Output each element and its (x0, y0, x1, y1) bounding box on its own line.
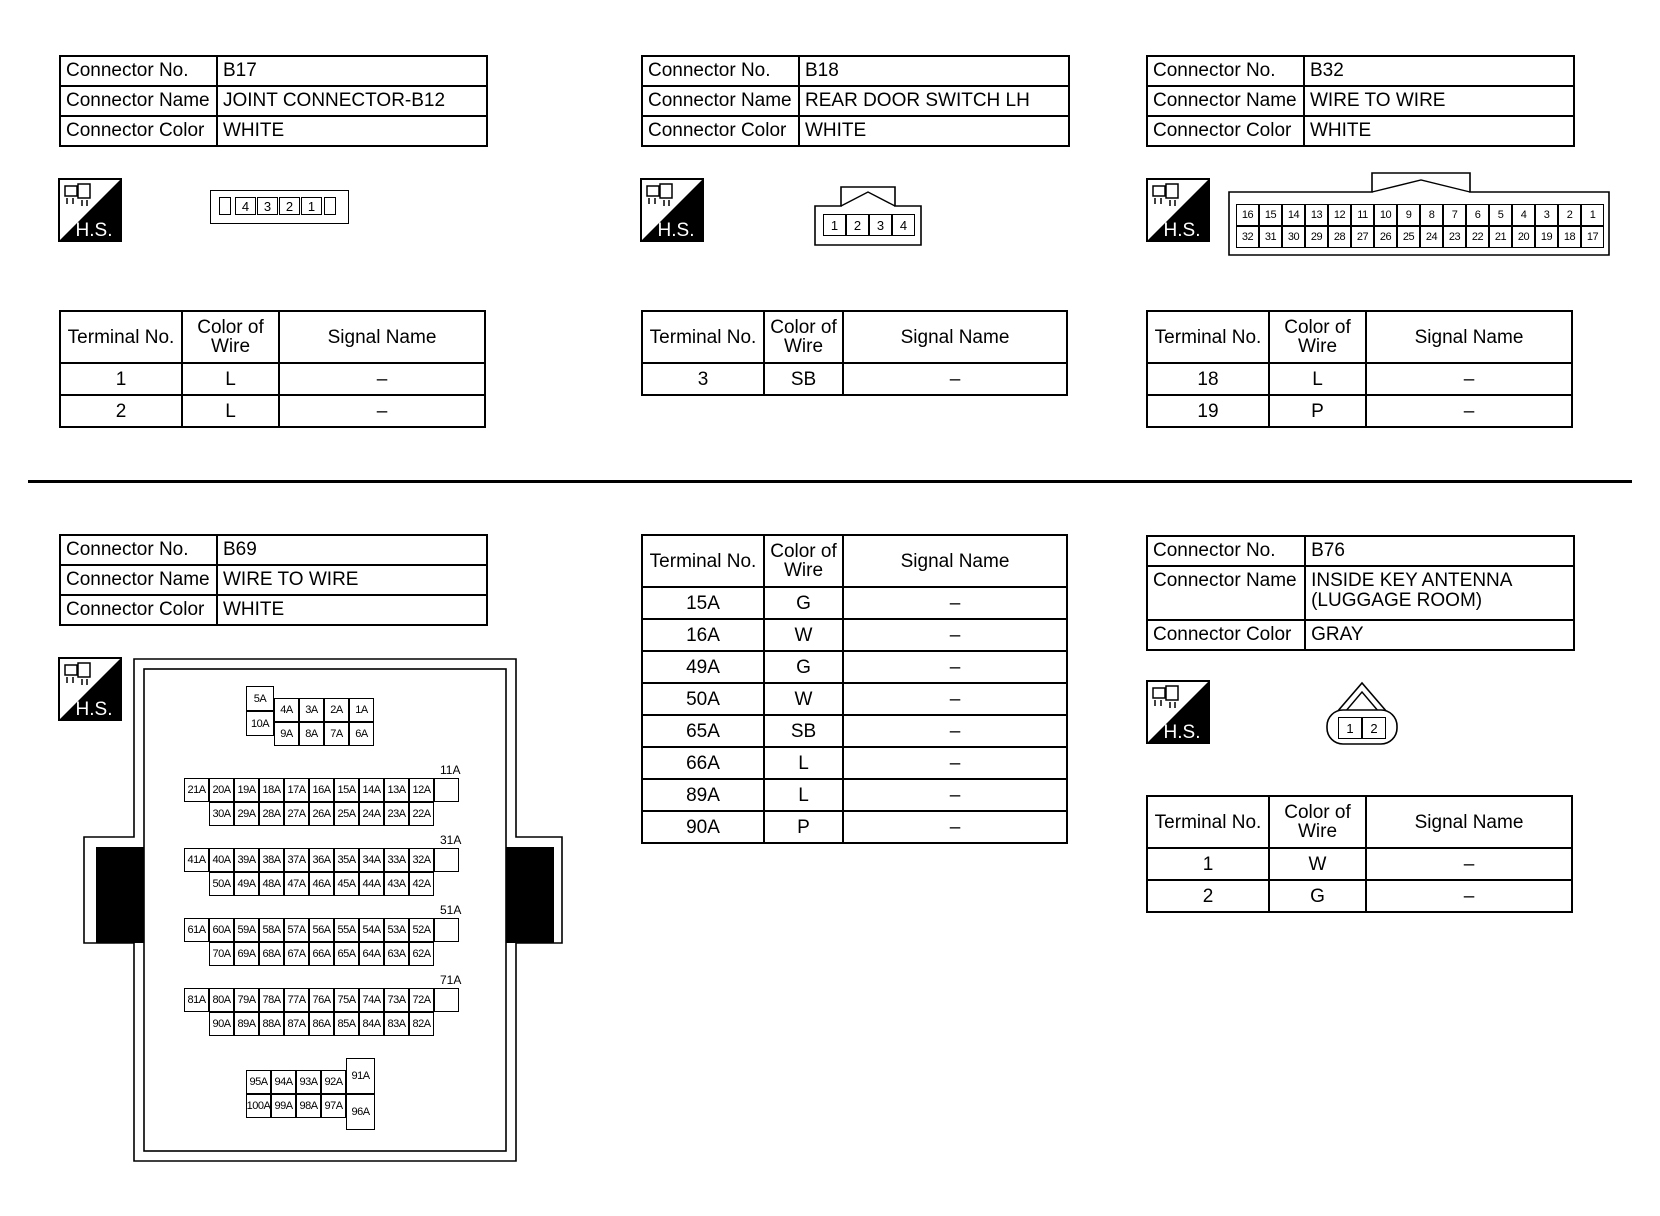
wire-color-cell: W (764, 683, 843, 715)
signal-name-cell: – (843, 779, 1067, 811)
terminal-pin: 82A (409, 1012, 434, 1036)
terminal-pin: 40A (209, 848, 234, 872)
terminal-pin: 17 (1581, 226, 1604, 248)
terminal-pin: 32 (1236, 226, 1259, 248)
table-row (1147, 880, 1572, 912)
terminal-no-cell: 2 (1147, 880, 1269, 912)
terminal-pin: 25 (1397, 226, 1420, 248)
terminal-pin: 90A (209, 1012, 234, 1036)
terminal-pin: 69A (234, 942, 259, 966)
header-color-of-wire: Color of Wire (1269, 311, 1366, 363)
label-connector-name: Connector Name (60, 86, 217, 116)
wire-color-cell: L (182, 395, 279, 427)
terminal-pin: 5 (1489, 204, 1512, 226)
terminal-pin: 18 (1558, 226, 1581, 248)
label-connector-no: Connector No. (60, 535, 217, 565)
terminal-pin: 3 (1535, 204, 1558, 226)
label-connector-color: Connector Color (642, 116, 799, 146)
label-connector-name: Connector Name (1147, 566, 1305, 620)
terminal-table-b17 (59, 310, 486, 428)
terminal-pin: 53A (384, 918, 409, 942)
terminal-pin: 31 (1259, 226, 1282, 248)
signal-name-cell: – (1366, 848, 1572, 880)
terminal-pin: 3 (869, 214, 892, 236)
pin-group-label: 51A (440, 903, 462, 917)
terminal-pin: 46A (309, 872, 334, 896)
harness-side-icon (1146, 680, 1210, 744)
terminal-pin: 2A (324, 698, 349, 722)
terminal-no-cell: 1 (1147, 848, 1269, 880)
terminal-pin: 18A (259, 778, 284, 802)
terminal-pin: 21 (1489, 226, 1512, 248)
terminal-pin: 58A (259, 918, 284, 942)
table-row (1147, 395, 1572, 427)
terminal-pin: 99A (271, 1094, 296, 1118)
terminal-pin: 19 (1535, 226, 1558, 248)
terminal-pin: 79A (234, 988, 259, 1012)
terminal-pin: 85A (334, 1012, 359, 1036)
terminal-pin: 16A (309, 778, 334, 802)
terminal-pin: 62A (409, 942, 434, 966)
terminal-pin (434, 918, 459, 942)
terminal-pin (324, 197, 336, 215)
signal-name-cell: – (1366, 395, 1572, 427)
terminal-pin: 20A (209, 778, 234, 802)
connector-info-b18 (641, 55, 1070, 147)
terminal-pin: 15 (1259, 204, 1282, 226)
terminal-pin (434, 778, 459, 802)
terminal-pin: 89A (234, 1012, 259, 1036)
terminal-pin: 27 (1351, 226, 1374, 248)
terminal-pin: 81A (184, 988, 209, 1012)
wire-color-cell: G (1269, 880, 1366, 912)
connector-info-b32 (1146, 55, 1575, 147)
header-color-of-wire: Color of Wire (764, 311, 843, 363)
header-signal-name: Signal Name (843, 311, 1067, 363)
wire-color-cell: W (764, 619, 843, 651)
table-row (642, 811, 1067, 843)
terminal-pin: 84A (359, 1012, 384, 1036)
connector-info-b69 (59, 534, 488, 626)
terminal-pin: 22 (1466, 226, 1489, 248)
terminal-pin: 10A (246, 711, 274, 736)
terminal-pin: 70A (209, 942, 234, 966)
label-connector-no: Connector No. (1147, 56, 1304, 86)
label-connector-no: Connector No. (60, 56, 217, 86)
harness-side-icon (58, 178, 122, 242)
terminal-pin: 16 (1236, 204, 1259, 226)
terminal-no-cell: 19 (1147, 395, 1269, 427)
terminal-pin: 44A (359, 872, 384, 896)
table-row (1147, 363, 1572, 395)
wire-color-cell: G (764, 651, 843, 683)
header-signal-name: Signal Name (279, 311, 485, 363)
terminal-pin: 83A (384, 1012, 409, 1036)
terminal-pin: 49A (234, 872, 259, 896)
wire-color-cell: L (182, 363, 279, 395)
terminal-pin: 3A (299, 698, 324, 722)
terminal-pin: 27A (284, 802, 309, 826)
terminal-pin: 2 (1362, 717, 1386, 739)
terminal-pin: 74A (359, 988, 384, 1012)
terminal-pin: 56A (309, 918, 334, 942)
terminal-no-cell: 1 (60, 363, 182, 395)
label-connector-name: Connector Name (642, 86, 799, 116)
terminal-pin: 29 (1305, 226, 1328, 248)
connector-no-value: B76 (1305, 536, 1574, 566)
terminal-pin: 42A (409, 872, 434, 896)
terminal-pin: 65A (334, 942, 359, 966)
terminal-no-cell: 89A (642, 779, 764, 811)
connector-color-value: WHITE (217, 116, 487, 146)
pin-group-label: 71A (440, 973, 462, 987)
harness-side-icon (640, 178, 704, 242)
table-row (60, 395, 485, 427)
terminal-pin: 2 (279, 197, 300, 215)
terminal-pin: 7 (1443, 204, 1466, 226)
connector-name-value: WIRE TO WIRE (1304, 86, 1574, 116)
terminal-pin: 76A (309, 988, 334, 1012)
terminal-pin: 52A (409, 918, 434, 942)
table-row (642, 747, 1067, 779)
terminal-no-cell: 16A (642, 619, 764, 651)
terminal-pin: 80A (209, 988, 234, 1012)
terminal-pin: 94A (271, 1070, 296, 1094)
terminal-pin: 93A (296, 1070, 321, 1094)
signal-name-cell: – (843, 651, 1067, 683)
terminal-no-cell: 2 (60, 395, 182, 427)
terminal-pin: 8 (1420, 204, 1443, 226)
terminal-no-cell: 49A (642, 651, 764, 683)
terminal-pin: 64A (359, 942, 384, 966)
label-connector-no: Connector No. (642, 56, 799, 86)
terminal-pin: 96A (346, 1094, 375, 1130)
table-row (642, 651, 1067, 683)
terminal-pin: 30A (209, 802, 234, 826)
wire-color-cell: SB (764, 715, 843, 747)
table-row (642, 363, 1067, 395)
terminal-pin: 6 (1466, 204, 1489, 226)
terminal-pin: 17A (284, 778, 309, 802)
terminal-pin: 23A (384, 802, 409, 826)
wire-color-cell: G (764, 587, 843, 619)
terminal-pin: 32A (409, 848, 434, 872)
terminal-pin: 88A (259, 1012, 284, 1036)
terminal-pin: 77A (284, 988, 309, 1012)
label-connector-color: Connector Color (60, 595, 217, 625)
terminal-pin: 38A (259, 848, 284, 872)
connector-color-value: WHITE (1304, 116, 1574, 146)
wire-color-cell: SB (764, 363, 843, 395)
wire-color-cell: P (1269, 395, 1366, 427)
terminal-pin: 73A (384, 988, 409, 1012)
header-terminal-no: Terminal No. (1147, 796, 1269, 848)
svg-text:H.S.: H.S. (657, 220, 695, 241)
connector-name-value: REAR DOOR SWITCH LH (799, 86, 1069, 116)
terminal-pin: 4 (235, 197, 256, 215)
terminal-pin: 4A (274, 698, 299, 722)
terminal-no-cell: 66A (642, 747, 764, 779)
terminal-pin: 12 (1328, 204, 1351, 226)
connector-name-value: WIRE TO WIRE (217, 565, 487, 595)
terminal-pin: 21A (184, 778, 209, 802)
terminal-pin: 50A (209, 872, 234, 896)
terminal-pin: 25A (334, 802, 359, 826)
terminal-pin: 43A (384, 872, 409, 896)
terminal-pin: 11 (1351, 204, 1374, 226)
table-row (642, 587, 1067, 619)
table-row (60, 363, 485, 395)
terminal-pin: 95A (246, 1070, 271, 1094)
terminal-pin: 22A (409, 802, 434, 826)
header-color-of-wire: Color of Wire (1269, 796, 1366, 848)
terminal-pin: 57A (284, 918, 309, 942)
terminal-pin: 67A (284, 942, 309, 966)
terminal-pin: 3 (257, 197, 278, 215)
terminal-pin: 39A (234, 848, 259, 872)
terminal-pin: 9 (1397, 204, 1420, 226)
terminal-no-cell: 50A (642, 683, 764, 715)
terminal-table-b76 (1146, 795, 1573, 913)
section-divider (28, 480, 1632, 483)
terminal-no-cell: 65A (642, 715, 764, 747)
wire-color-cell: P (764, 811, 843, 843)
terminal-pin: 36A (309, 848, 334, 872)
connector-info-b76 (1146, 535, 1575, 651)
terminal-pin: 4 (1512, 204, 1535, 226)
terminal-pin: 33A (384, 848, 409, 872)
terminal-pin: 66A (309, 942, 334, 966)
terminal-pin: 28A (259, 802, 284, 826)
connector-no-value: B69 (217, 535, 487, 565)
terminal-pin: 78A (259, 988, 284, 1012)
wire-color-cell: L (764, 747, 843, 779)
terminal-pin: 23 (1443, 226, 1466, 248)
terminal-pin: 29A (234, 802, 259, 826)
terminal-pin: 5A (246, 686, 274, 711)
signal-name-cell: – (843, 747, 1067, 779)
terminal-table-b69 (641, 534, 1068, 844)
terminal-pin: 2 (1558, 204, 1581, 226)
terminal-pin: 63A (384, 942, 409, 966)
svg-text:H.S.: H.S. (75, 699, 113, 720)
terminal-pin: 8A (299, 722, 324, 746)
header-color-of-wire: Color of Wire (764, 535, 843, 587)
terminal-pin: 14A (359, 778, 384, 802)
terminal-pin: 68A (259, 942, 284, 966)
signal-name-cell: – (279, 395, 485, 427)
terminal-pin: 35A (334, 848, 359, 872)
terminal-pin: 61A (184, 918, 209, 942)
table-row (642, 683, 1067, 715)
terminal-pin: 13A (384, 778, 409, 802)
terminal-pin: 15A (334, 778, 359, 802)
terminal-pin: 55A (334, 918, 359, 942)
svg-text:H.S.: H.S. (75, 220, 113, 241)
label-connector-color: Connector Color (1147, 116, 1304, 146)
table-row (642, 715, 1067, 747)
harness-side-icon (1146, 178, 1210, 242)
terminal-pin: 92A (321, 1070, 346, 1094)
wire-color-cell: W (1269, 848, 1366, 880)
terminal-pin: 1A (349, 698, 374, 722)
terminal-table-b18 (641, 310, 1068, 396)
terminal-pin: 47A (284, 872, 309, 896)
header-color-of-wire: Color of Wire (182, 311, 279, 363)
terminal-pin: 100A (246, 1094, 271, 1118)
header-signal-name: Signal Name (1366, 796, 1572, 848)
terminal-pin: 75A (334, 988, 359, 1012)
terminal-no-cell: 15A (642, 587, 764, 619)
label-connector-color: Connector Color (60, 116, 217, 146)
terminal-pin: 91A (346, 1058, 375, 1094)
terminal-pin: 72A (409, 988, 434, 1012)
terminal-pin (219, 197, 231, 215)
terminal-pin: 41A (184, 848, 209, 872)
signal-name-cell: – (843, 587, 1067, 619)
terminal-pin: 6A (349, 722, 374, 746)
header-signal-name: Signal Name (843, 535, 1067, 587)
terminal-pin: 86A (309, 1012, 334, 1036)
pin-group-label: 11A (440, 763, 461, 777)
terminal-pin (434, 848, 459, 872)
wire-color-cell: L (1269, 363, 1366, 395)
pin-group-label: 31A (440, 833, 462, 847)
terminal-pin (434, 988, 459, 1012)
label-connector-name: Connector Name (60, 565, 217, 595)
terminal-pin: 1 (1581, 204, 1604, 226)
terminal-pin: 7A (324, 722, 349, 746)
connector-no-value: B17 (217, 56, 487, 86)
terminal-pin: 24 (1420, 226, 1443, 248)
connector-color-value: GRAY (1305, 620, 1574, 650)
terminal-pin: 9A (274, 722, 299, 746)
terminal-pin: 10 (1374, 204, 1397, 226)
header-signal-name: Signal Name (1366, 311, 1572, 363)
terminal-pin: 37A (284, 848, 309, 872)
table-row (642, 779, 1067, 811)
header-terminal-no: Terminal No. (642, 535, 764, 587)
terminal-pin: 98A (296, 1094, 321, 1118)
signal-name-cell: – (843, 683, 1067, 715)
label-connector-no: Connector No. (1147, 536, 1305, 566)
signal-name-cell: – (843, 619, 1067, 651)
terminal-pin: 20 (1512, 226, 1535, 248)
terminal-no-cell: 3 (642, 363, 764, 395)
header-terminal-no: Terminal No. (1147, 311, 1269, 363)
connector-name-value: JOINT CONNECTOR-B12 (217, 86, 487, 116)
terminal-pin: 13 (1305, 204, 1328, 226)
label-connector-name: Connector Name (1147, 86, 1304, 116)
terminal-pin: 45A (334, 872, 359, 896)
terminal-pin: 1 (823, 214, 846, 236)
svg-text:H.S.: H.S. (1163, 220, 1201, 241)
connector-color-value: WHITE (217, 595, 487, 625)
connector-no-value: B32 (1304, 56, 1574, 86)
terminal-no-cell: 90A (642, 811, 764, 843)
terminal-pin: 59A (234, 918, 259, 942)
terminal-pin: 1 (301, 197, 322, 215)
terminal-pin: 30 (1282, 226, 1305, 248)
header-terminal-no: Terminal No. (60, 311, 182, 363)
signal-name-cell: – (279, 363, 485, 395)
table-row (642, 619, 1067, 651)
svg-text:H.S.: H.S. (1163, 722, 1201, 743)
terminal-pin: 87A (284, 1012, 309, 1036)
terminal-pin: 60A (209, 918, 234, 942)
signal-name-cell: – (843, 811, 1067, 843)
signal-name-cell: – (843, 363, 1067, 395)
terminal-pin: 26A (309, 802, 334, 826)
signal-name-cell: – (1366, 363, 1572, 395)
terminal-pin: 19A (234, 778, 259, 802)
connector-face-b17 (210, 190, 349, 224)
header-terminal-no: Terminal No. (642, 311, 764, 363)
terminal-pin: 12A (409, 778, 434, 802)
signal-name-cell: – (1366, 880, 1572, 912)
wire-color-cell: L (764, 779, 843, 811)
terminal-pin: 24A (359, 802, 384, 826)
connector-no-value: B18 (799, 56, 1069, 86)
connector-color-value: WHITE (799, 116, 1069, 146)
connector-name-value: INSIDE KEY ANTENNA (LUGGAGE ROOM) (1305, 566, 1574, 620)
terminal-pin: 54A (359, 918, 384, 942)
terminal-pin: 26 (1374, 226, 1397, 248)
terminal-pin: 28 (1328, 226, 1351, 248)
terminal-pin: 14 (1282, 204, 1305, 226)
table-row (1147, 848, 1572, 880)
label-connector-color: Connector Color (1147, 620, 1305, 650)
terminal-pin: 97A (321, 1094, 346, 1118)
terminal-table-b32 (1146, 310, 1573, 428)
terminal-pin: 48A (259, 872, 284, 896)
terminal-pin: 1 (1338, 717, 1362, 739)
terminal-pin: 34A (359, 848, 384, 872)
terminal-pin: 4 (892, 214, 915, 236)
terminal-no-cell: 18 (1147, 363, 1269, 395)
terminal-pin: 2 (846, 214, 869, 236)
signal-name-cell: – (843, 715, 1067, 747)
connector-info-b17 (59, 55, 488, 147)
